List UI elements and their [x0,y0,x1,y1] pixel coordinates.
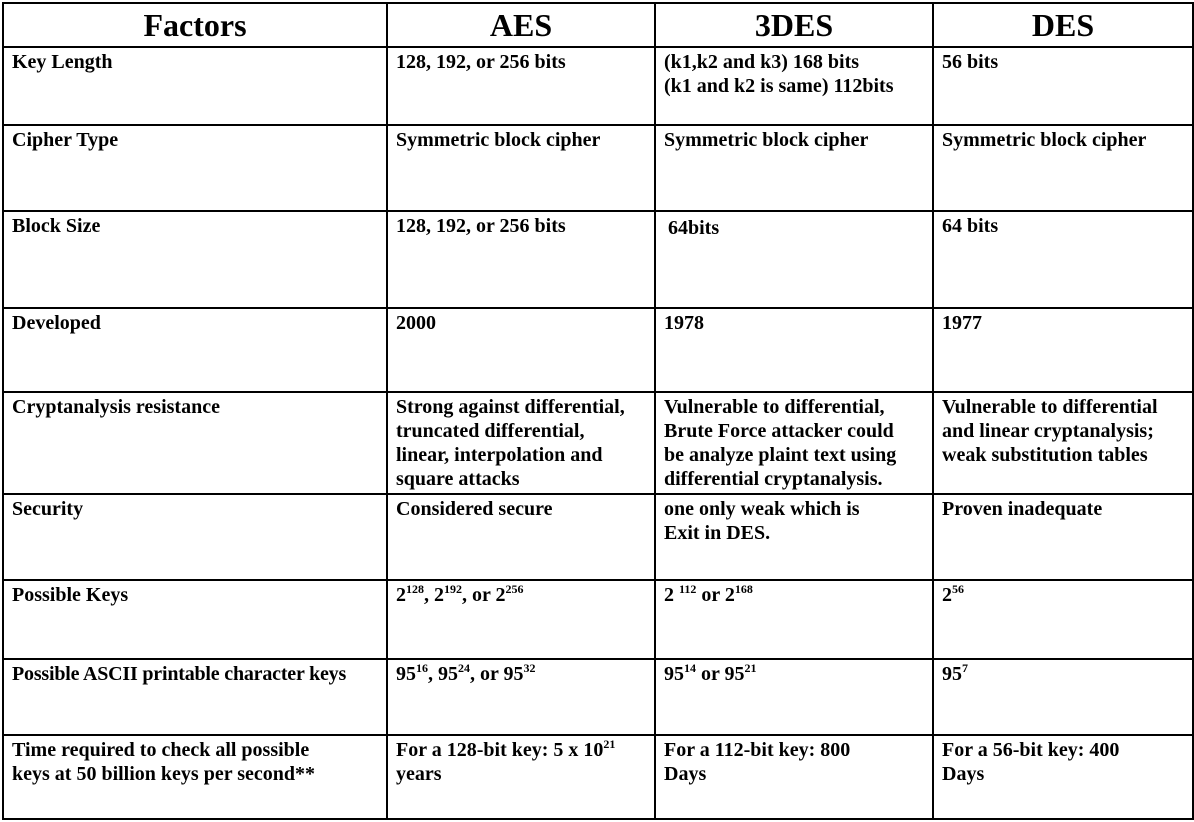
base: 2 [942,584,952,607]
aes-cryptanalysis-line: truncated differential, [396,419,585,442]
exponent: 256 [505,582,524,597]
3des-cryptanalysis-line: Vulnerable to differential, [664,395,885,418]
header-des: DES [933,3,1193,47]
label-time-required-line1: Time required to check all possible [12,738,310,761]
row-cipher-type [3,125,1193,211]
aes-cryptanalysis-line: linear, interpolation and [396,443,603,466]
exponent: 16 [416,660,428,675]
des-key-length: 56 bits [933,47,1193,125]
base: 2 [396,584,406,607]
header-row [3,3,1193,47]
label-time-required-line2: keys at 50 billion keys per second** [12,762,315,785]
base: 95 [942,662,962,685]
aes-block-size: 128, 192, or 256 bits [387,211,655,307]
3des-possible-keys [655,580,933,658]
row-developed [3,308,1193,392]
base: 95 [438,662,458,685]
base: 2 [434,584,444,607]
des-developed: 1977 [933,308,1193,392]
label-time-required [3,735,387,819]
des-time-required-line2: Days [942,762,985,785]
row-security [3,494,1193,580]
3des-key-length-line2: (k1 and k2 is same) 112bits [664,75,894,98]
des-time-required [933,735,1193,819]
aes-time-required-line1 [396,738,646,762]
3des-cipher-type: Symmetric block cipher [655,125,933,211]
label-developed: Developed [3,308,387,392]
row-possible-keys [3,580,1193,658]
aes-ascii-keys [387,659,655,735]
aes-cipher-type: Symmetric block cipher [387,125,655,211]
exponent: 21 [603,736,616,751]
des-block-size: 64 bits [933,211,1193,307]
3des-key-length-line1: (k1,k2 and k3) 168 bits [664,51,860,74]
aes-security: Considered secure [387,494,655,580]
label-ascii-keys [3,659,387,735]
3des-cryptanalysis-line: differential cryptanalysis. [664,467,883,490]
exponent: 128 [406,582,424,597]
label-possible-keys: Possible Keys [3,580,387,658]
label-block-size: Block Size [3,211,387,307]
des-security: Proven inadequate [933,494,1193,580]
exponent: 56 [952,582,964,597]
row-ascii-keys [3,659,1193,735]
aes-cryptanalysis [387,392,655,494]
separator: , or [470,662,504,685]
header-aes: AES [387,3,655,47]
des-cryptanalysis [933,392,1193,494]
header-3des: 3DES [655,3,933,47]
exponent: 14 [684,660,696,675]
des-cryptanalysis-line: and linear cryptanalysis; [942,419,1154,442]
label-cipher-type: Cipher Type [3,125,387,211]
row-block-size [3,211,1193,307]
base: 95 [664,662,684,685]
exponent: 112 [679,582,697,597]
exponent: 21 [744,660,757,675]
label-ascii-keys-text: Possible ASCII printable character keys [12,662,347,685]
aes-developed: 2000 [387,308,655,392]
base: 2 [724,584,735,607]
des-possible-keys [933,580,1193,658]
base: 95 [724,662,745,685]
base: 95 [396,662,416,685]
aes-time-text: For a 128-bit key: 5 x 10 [396,738,604,761]
row-time-required [3,735,1193,819]
exponent: 24 [458,660,470,675]
3des-key-length [655,47,933,125]
des-time-required-line1: For a 56-bit key: 400 [942,738,1120,761]
3des-block-size-value: 64bits [668,217,720,240]
des-ascii-keys [933,659,1193,735]
separator: or [696,584,725,607]
3des-security-line1: one only weak which is [664,498,860,521]
base: 2 [664,584,679,607]
separator: , [428,662,438,685]
label-cryptanalysis: Cryptanalysis resistance [3,392,387,494]
3des-cryptanalysis-line: Brute Force attacker could [664,419,894,442]
des-cryptanalysis-line: weak substitution tables [942,443,1148,466]
3des-time-required-line1: For a 112-bit key: 800 [664,738,851,761]
row-key-length [3,47,1193,125]
3des-ascii-keys [655,659,933,735]
aes-time-required [387,735,655,819]
des-cipher-type: Symmetric block cipher [933,125,1193,211]
base: 95 [503,662,524,685]
aes-cryptanalysis-line: Strong against differential, [396,395,625,418]
aes-time-required-line2: years [396,762,442,785]
comparison-table [2,2,1194,820]
3des-block-size [655,211,933,307]
exponent: 168 [734,582,753,597]
aes-possible-keys [387,580,655,658]
3des-cryptanalysis [655,392,933,494]
label-key-length: Key Length [3,47,387,125]
exponent: 7 [962,660,968,675]
separator: , [424,584,434,607]
exponent: 192 [444,582,462,597]
3des-time-required-line2: Days [664,762,707,785]
row-cryptanalysis [3,392,1193,494]
des-cryptanalysis-line: Vulnerable to differential [942,395,1158,418]
label-security: Security [3,494,387,580]
3des-developed: 1978 [655,308,933,392]
3des-time-required [655,735,933,819]
header-factors: Factors [3,3,387,47]
3des-cryptanalysis-line: be analyze plaint text using [664,443,897,466]
3des-security-line2: Exit in DES. [664,522,771,545]
base: 2 [495,584,506,607]
aes-cryptanalysis-line: square attacks [396,467,520,490]
aes-key-length: 128, 192, or 256 bits [387,47,655,125]
exponent: 32 [523,660,536,675]
3des-security [655,494,933,580]
separator: , or [462,584,496,607]
separator: or [696,662,725,685]
